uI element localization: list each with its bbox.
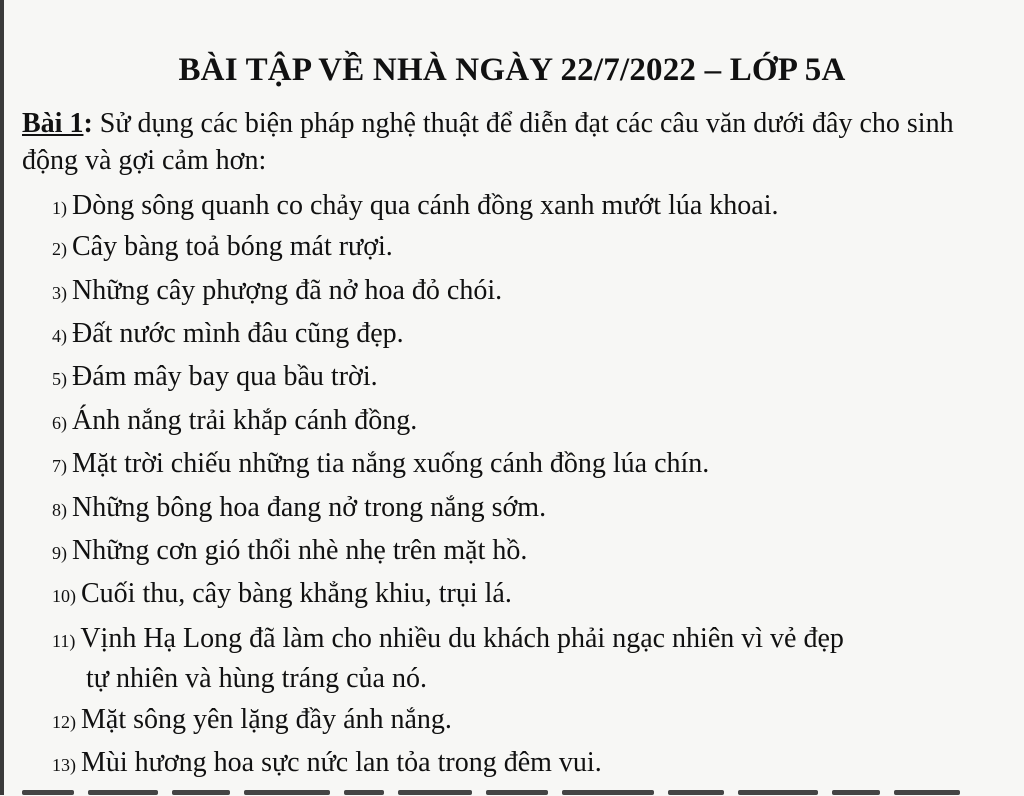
item-number: 1): [52, 198, 67, 218]
exercise-instruction-text: Sử dụng các biện pháp nghệ thuật để diễn đạt các câu văn dưới đây cho sinh động và gợi cảm hơn:: [22, 108, 954, 176]
item-number: 7): [52, 456, 67, 476]
list-item: [52, 228, 1002, 268]
item-text: Cuối thu, cây bàng khẳng khiu, trụi lá.: [81, 578, 512, 609]
list-item: [52, 744, 1002, 784]
item-number: 2): [52, 239, 67, 259]
item-number: 4): [52, 326, 67, 346]
page-title: BÀI TẬP VỀ NHÀ NGÀY 22/7/2022 – LỚP 5A: [178, 52, 846, 88]
list-item: [52, 701, 1002, 741]
item-text: Mặt sông yên lặng đầy ánh nắng.: [81, 704, 452, 735]
list-item: [52, 620, 1002, 698]
item-text: Mặt trời chiếu những tia nắng xuống cánh đồng lúa chín.: [72, 448, 710, 479]
list-item: [52, 402, 1002, 442]
exercise-label-colon: :: [83, 108, 93, 139]
item-number: 11): [52, 631, 76, 651]
list-item: [52, 358, 1002, 398]
exercise-label: Bài 1: [22, 108, 84, 139]
item-text: Vịnh Hạ Long đã làm cho nhiều du khách phải ngạc nhiên vì vẻ đẹp: [80, 623, 844, 654]
item-text: Mùi hương hoa sực nức lan tỏa trong đêm vui.: [81, 747, 602, 778]
cut-off-next-line: [22, 782, 1002, 796]
item-number: 5): [52, 369, 67, 389]
item-text: Những cơn gió thổi nhè nhẹ trên mặt hồ.: [72, 535, 528, 566]
item-number: 8): [52, 500, 67, 520]
item-number: 12): [52, 712, 76, 732]
list-item: [52, 315, 1002, 355]
list-item: [52, 187, 1002, 227]
list-item: [52, 489, 1002, 529]
list-item: [52, 272, 1002, 312]
list-item: [52, 575, 1002, 615]
item-text: Những bông hoa đang nở trong nắng sớm.: [72, 492, 547, 523]
item-text: Cây bàng toả bóng mát rượi.: [72, 231, 393, 262]
item-text: Những cây phượng đã nở hoa đỏ chói.: [72, 275, 503, 306]
item-number: 3): [52, 283, 67, 303]
item-number: 9): [52, 543, 67, 563]
item-number: 6): [52, 413, 67, 433]
item-number: 13): [52, 755, 76, 775]
item-text-continuation: tự nhiên và hùng tráng của nó.: [86, 663, 427, 694]
item-text: Dòng sông quanh co chảy qua cánh đồng xanh mướt lúa khoai.: [72, 190, 779, 221]
list-item: [52, 532, 1002, 572]
item-text: Đám mây bay qua bầu trời.: [72, 361, 378, 392]
exercise-instruction: [22, 105, 1012, 179]
list-item: [52, 445, 1002, 485]
item-number: 10): [52, 586, 76, 606]
item-text: Ánh nắng trải khắp cánh đồng.: [72, 405, 418, 436]
item-text: Đất nước mình đâu cũng đẹp.: [72, 318, 404, 349]
